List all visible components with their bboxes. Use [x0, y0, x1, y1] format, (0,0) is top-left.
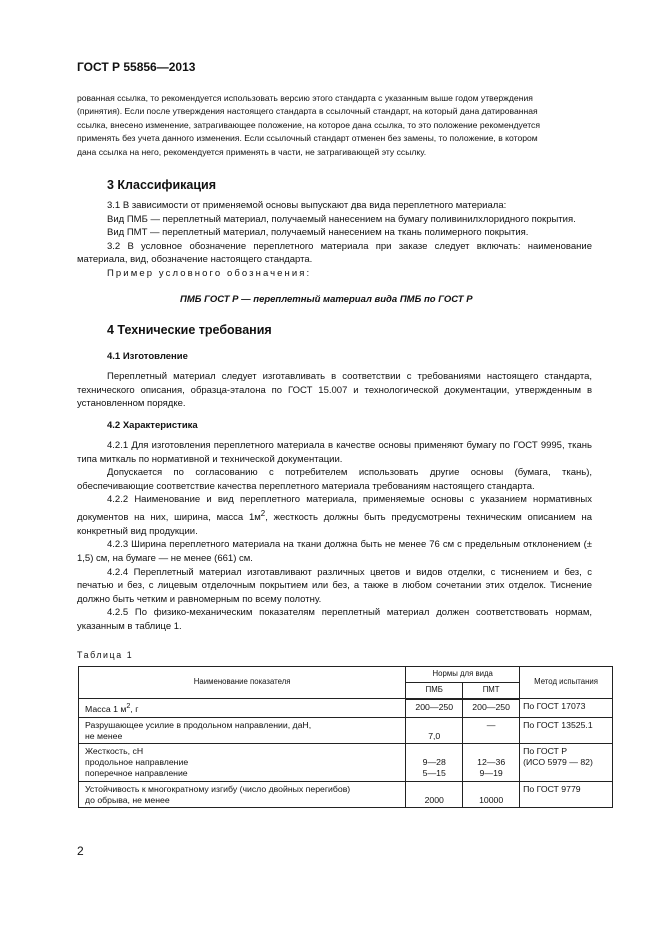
paragraph-4-2-4: 4.2.4 Переплетный материал изготавливают различных цветов и видов отделки, с тиснением и без, с печатью и без, с лицевым отделочным покрытием или без, а также в любом сочетании этих отделок. Тиснение должно быть четким и равномерным по всему полотну.	[77, 566, 592, 605]
table-row	[79, 781, 613, 808]
cell-pmb: 200—250	[406, 699, 463, 718]
paragraph-4-2-2: 4.2.2 Наименование и вид переплетного материала, применяемые основы с указанием нормативных документов на них, ширина, масса $1м^2$, жесткость должны быть предусмотрены техническим описанием на конкретный вид продукции.	[77, 494, 592, 537]
cell-method: По ГОСТ Р (ИСО 5979 — 82)	[520, 744, 613, 781]
intro-line: рованная ссылка, то рекомендуется использовать версию этого стандарта с указанным выше годом утверждения	[77, 93, 533, 103]
column-header-norms: Нормы для вида	[406, 667, 520, 683]
paragraph-3-2: 3.2 В условное обозначение переплетного материала при заказе следует включать: наименование материала, вид, обозначение настоящего стандарта.	[77, 240, 592, 266]
section-3-title: 3 Классификация	[107, 178, 217, 192]
properties-table	[78, 666, 613, 808]
intro-paragraph	[77, 92, 592, 159]
section-3-body	[77, 199, 592, 281]
column-header-method: Метод испытания	[520, 667, 613, 699]
cell-pmb: 2000	[406, 781, 463, 808]
subsection-4-2-body	[77, 439, 592, 633]
cell-name: Жесткость, сН продольное направление поперечное направление	[79, 744, 406, 781]
example-designation: ПМБ ГОСТ Р — переплетный материал вида ПМБ по ГОСТ Р	[180, 294, 473, 305]
subsection-4-2-title: 4.2 Характеристика	[107, 420, 198, 431]
paragraph-3-1: 3.1 В зависимости от применяемой основы выпускают два вида переплетного материала:	[107, 200, 507, 211]
subsection-4-1-body	[77, 370, 592, 411]
intro-line: (принятия). Если после утверждения настоящего стандарта в ссылочный стандарт, на который дана датированная	[77, 106, 538, 117]
table-row	[79, 699, 613, 718]
example-label: Пример условного обозначения:	[107, 267, 312, 279]
column-header-pmb: ПМБ	[406, 682, 463, 698]
cell-pmt: 12—36 9—19	[463, 744, 520, 781]
cell-pmb: 9—28 5—15	[406, 744, 463, 781]
paragraph-pmb: Вид ПМБ — переплетный материал, получаемый нанесением на бумагу поливинилхлоридного покрытия.	[107, 213, 576, 225]
paragraph-4-2-5: 4.2.5 По физико-механическим показателям переплетный материал должен соответствовать нормам, указанным в таблице 1.	[77, 607, 592, 632]
intro-line: дана ссылка на него, рекомендуется применять в части, не затрагивающей эту ссылку.	[77, 146, 427, 157]
table-row	[79, 717, 613, 744]
paragraph-4-1: Переплетный материал следует изготавливать в соответствии с требованиями настоящего стандарта, технического описания, образца-эталона по ГОСТ 15.007 и технологической документации, утвержденным в установленном порядке.	[77, 371, 592, 410]
cell-pmt: 10000	[463, 781, 520, 808]
paragraph-4-2-3: 4.2.3 Ширина переплетного материала на ткани должна быть не менее 76 см с предельным отклонением (± 1,5) см, на бумаге — не менее (661) см.	[77, 539, 592, 564]
intro-line: применять без учета данного изменения. Если ссылочный стандарт отменен без замены, то положение, в котором	[77, 133, 538, 144]
superscript: 2	[126, 701, 131, 711]
intro-line: ссылка, внесено изменение, затрагивающее положение, на которое дана ссылка, то это положение рекомендуется	[77, 119, 540, 130]
cell-pmt: 200—250	[463, 699, 520, 718]
cell-method: По ГОСТ 17073	[520, 699, 613, 718]
cell-name: Устойчивость к многократному изгибу (число двойных перегибов) до обрыва, не менее	[79, 781, 406, 808]
column-header-pmt: ПМТ	[463, 682, 520, 698]
table-row	[79, 744, 613, 781]
cell-method: По ГОСТ 13525.1	[520, 717, 613, 744]
paragraph-4-2-1: 4.2.1 Для изготовления переплетного материала в качестве основы применяют бумагу по ГОСТ 9995, ткань типа миткаль по нормативной и технической документации.	[77, 440, 592, 465]
section-4-title: 4 Технические требования	[107, 323, 272, 337]
column-header-name: Наименование показателя	[79, 667, 406, 699]
cell-name: Масса 1 $м^2$, г	[79, 699, 406, 718]
paragraph-4-2-1-note: Допускается по согласованию с потребителем использовать другие основы (бумага, ткань), обеспечивающие соответствие качества переплетного материала требованиям настоящего стандарта.	[77, 467, 592, 492]
cell-pmb: 7,0	[406, 717, 463, 744]
cell-name: Разрушающее усилие в продольном направлении, даН, не менее	[79, 717, 406, 744]
superscript: 2	[260, 508, 266, 518]
cell-pmt: —	[463, 717, 520, 744]
subsection-4-1-title: 4.1 Изготовление	[107, 351, 188, 362]
page-number: 2	[77, 844, 84, 858]
cell-method: По ГОСТ 9779	[520, 781, 613, 808]
paragraph-pmt: Вид ПМТ — переплетный материал, получаемый нанесением на ткань полимерного покрытия.	[107, 227, 529, 239]
document-header: ГОСТ Р 55856—2013	[77, 60, 196, 74]
table-caption: Таблица 1	[77, 650, 134, 660]
